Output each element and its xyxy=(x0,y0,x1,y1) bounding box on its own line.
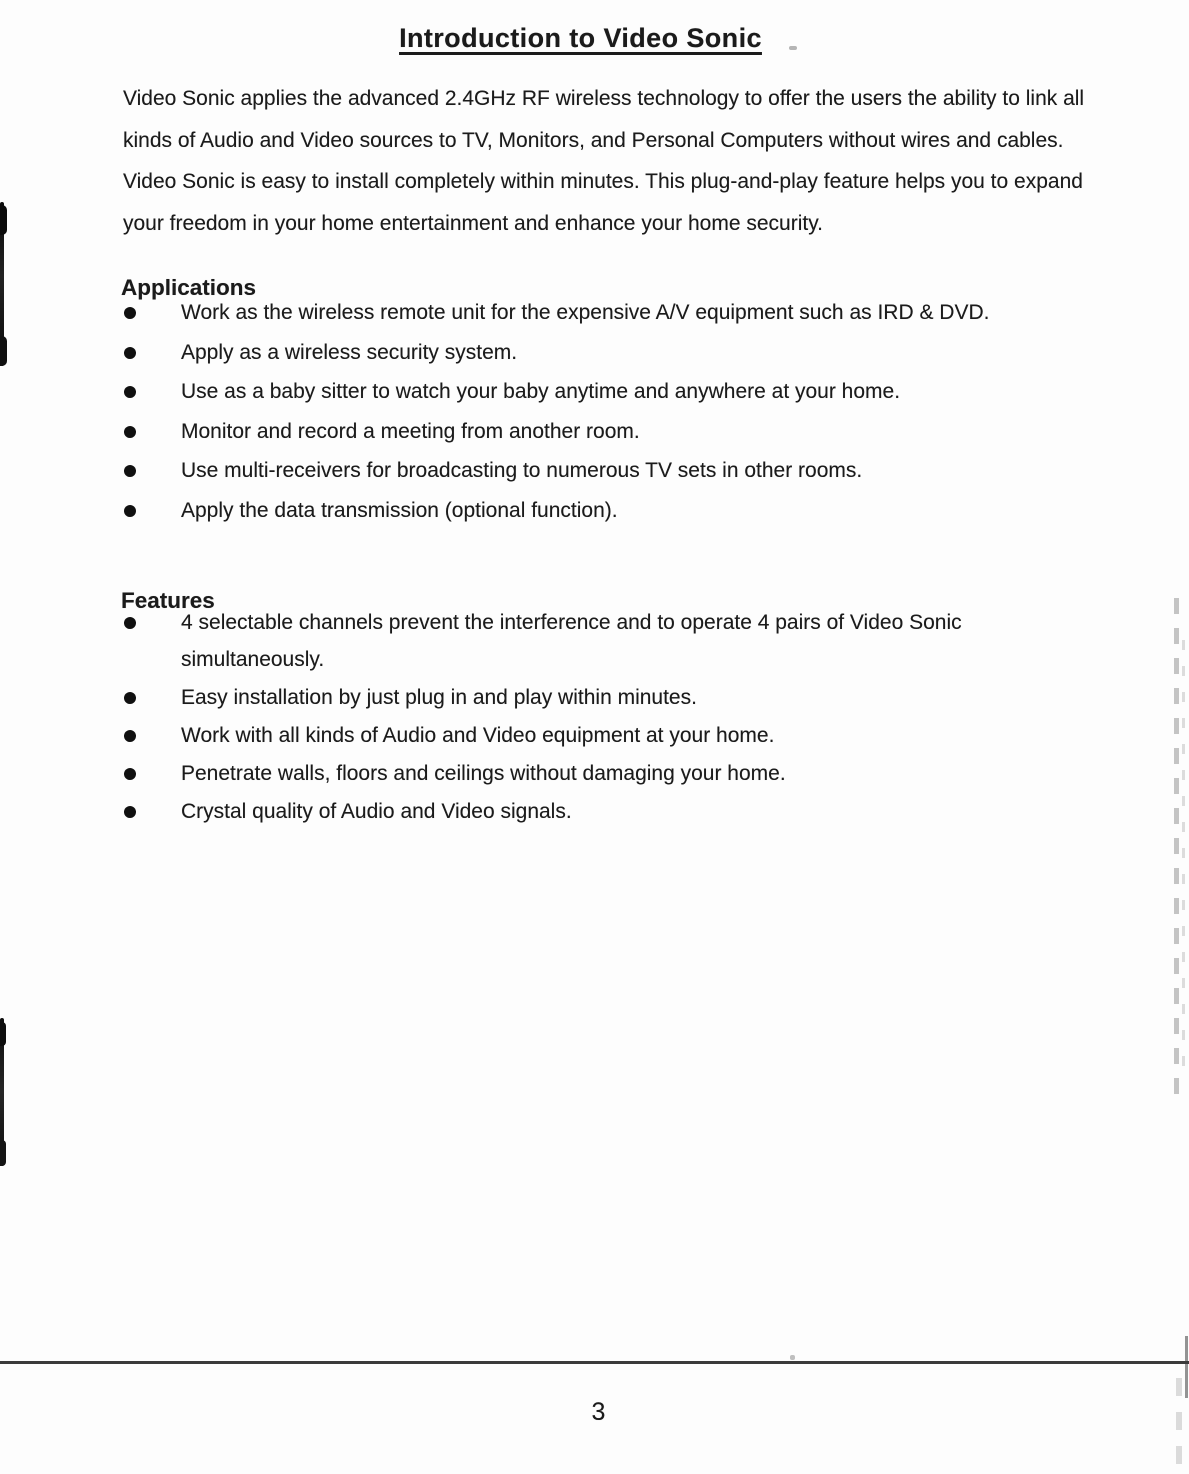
intro-paragraph: Video Sonic applies the advanced 2.4GHz RF wireless technology to offer the users the ability to link all kinds of Audio and Video sources to TV, Monitors, and Personal Computers without wires and cables. Video Sonic is easy to install completely within minutes. This plug-and-play feature helps you to expand your freedom in your home entertainment and enhance your home security. xyxy=(123,87,1085,235)
scan-artifact-left-mark xyxy=(0,1018,4,1166)
list-item xyxy=(124,717,1101,754)
bullet-icon xyxy=(124,692,136,704)
list-item xyxy=(124,755,1101,792)
list-item-text: Work as the wireless remote unit for the expensive A/V equipment such as IRD & DVD. xyxy=(181,301,990,324)
scan-artifact-speck xyxy=(790,1355,795,1360)
scan-artifact-left-blob xyxy=(0,1022,6,1046)
list-item xyxy=(124,373,1189,411)
applications-heading: Applications xyxy=(121,274,257,300)
bullet-icon xyxy=(124,386,136,398)
scan-artifact-left-blob xyxy=(0,205,7,235)
list-item xyxy=(124,334,1189,372)
bullet-icon xyxy=(124,617,136,629)
page-number: 3 xyxy=(591,1398,606,1426)
applications-list xyxy=(124,294,1189,531)
list-item-text: Crystal quality of Audio and Video signals. xyxy=(181,800,572,823)
scan-artifact-left-blob xyxy=(0,336,7,366)
bullet-icon xyxy=(124,730,136,742)
list-item-text: Use multi-receivers for broadcasting to numerous TV sets in other rooms. xyxy=(181,459,863,482)
list-item xyxy=(124,413,1189,451)
scan-artifact-right-dashes xyxy=(1182,640,1185,1080)
list-item-text: Easy installation by just plug in and play within minutes. xyxy=(181,686,697,709)
page-title: Introduction to Video Sonic xyxy=(399,23,762,54)
bullet-icon xyxy=(124,347,136,359)
bullet-icon xyxy=(124,307,136,319)
bullet-icon xyxy=(124,806,136,818)
list-item-text: Use as a baby sitter to watch your baby anytime and anywhere at your home. xyxy=(181,380,901,403)
features-list xyxy=(124,604,1101,831)
list-item xyxy=(124,793,1101,830)
bullet-icon xyxy=(124,426,136,438)
bullet-icon xyxy=(124,505,136,517)
list-item-text: Penetrate walls, floors and ceilings without damaging your home. xyxy=(181,762,786,785)
list-item xyxy=(124,679,1101,716)
bullet-icon xyxy=(124,465,136,477)
list-item xyxy=(124,294,1189,332)
list-item xyxy=(124,492,1189,530)
scan-artifact-right-edge xyxy=(1185,1336,1188,1398)
scan-artifact-left-blob xyxy=(0,1140,6,1166)
footer-divider xyxy=(0,1361,1189,1364)
scan-artifact-left-mark xyxy=(0,202,4,366)
list-item-text: Apply the data transmission (optional function). xyxy=(181,498,618,522)
features-heading: Features xyxy=(121,587,215,613)
list-item xyxy=(124,604,1101,678)
list-item-text: Monitor and record a meeting from another room. xyxy=(181,419,640,443)
list-item-text: 4 selectable channels prevent the interference and to operate 4 pairs of Video Sonic simultaneously. xyxy=(181,611,962,671)
bullet-icon xyxy=(124,768,136,780)
list-item-text: Work with all kinds of Audio and Video equipment at your home. xyxy=(181,724,775,747)
scan-artifact-right-dashes xyxy=(1174,598,1179,1103)
list-item-text: Apply as a wireless security system. xyxy=(181,340,518,364)
list-item xyxy=(124,452,1189,490)
